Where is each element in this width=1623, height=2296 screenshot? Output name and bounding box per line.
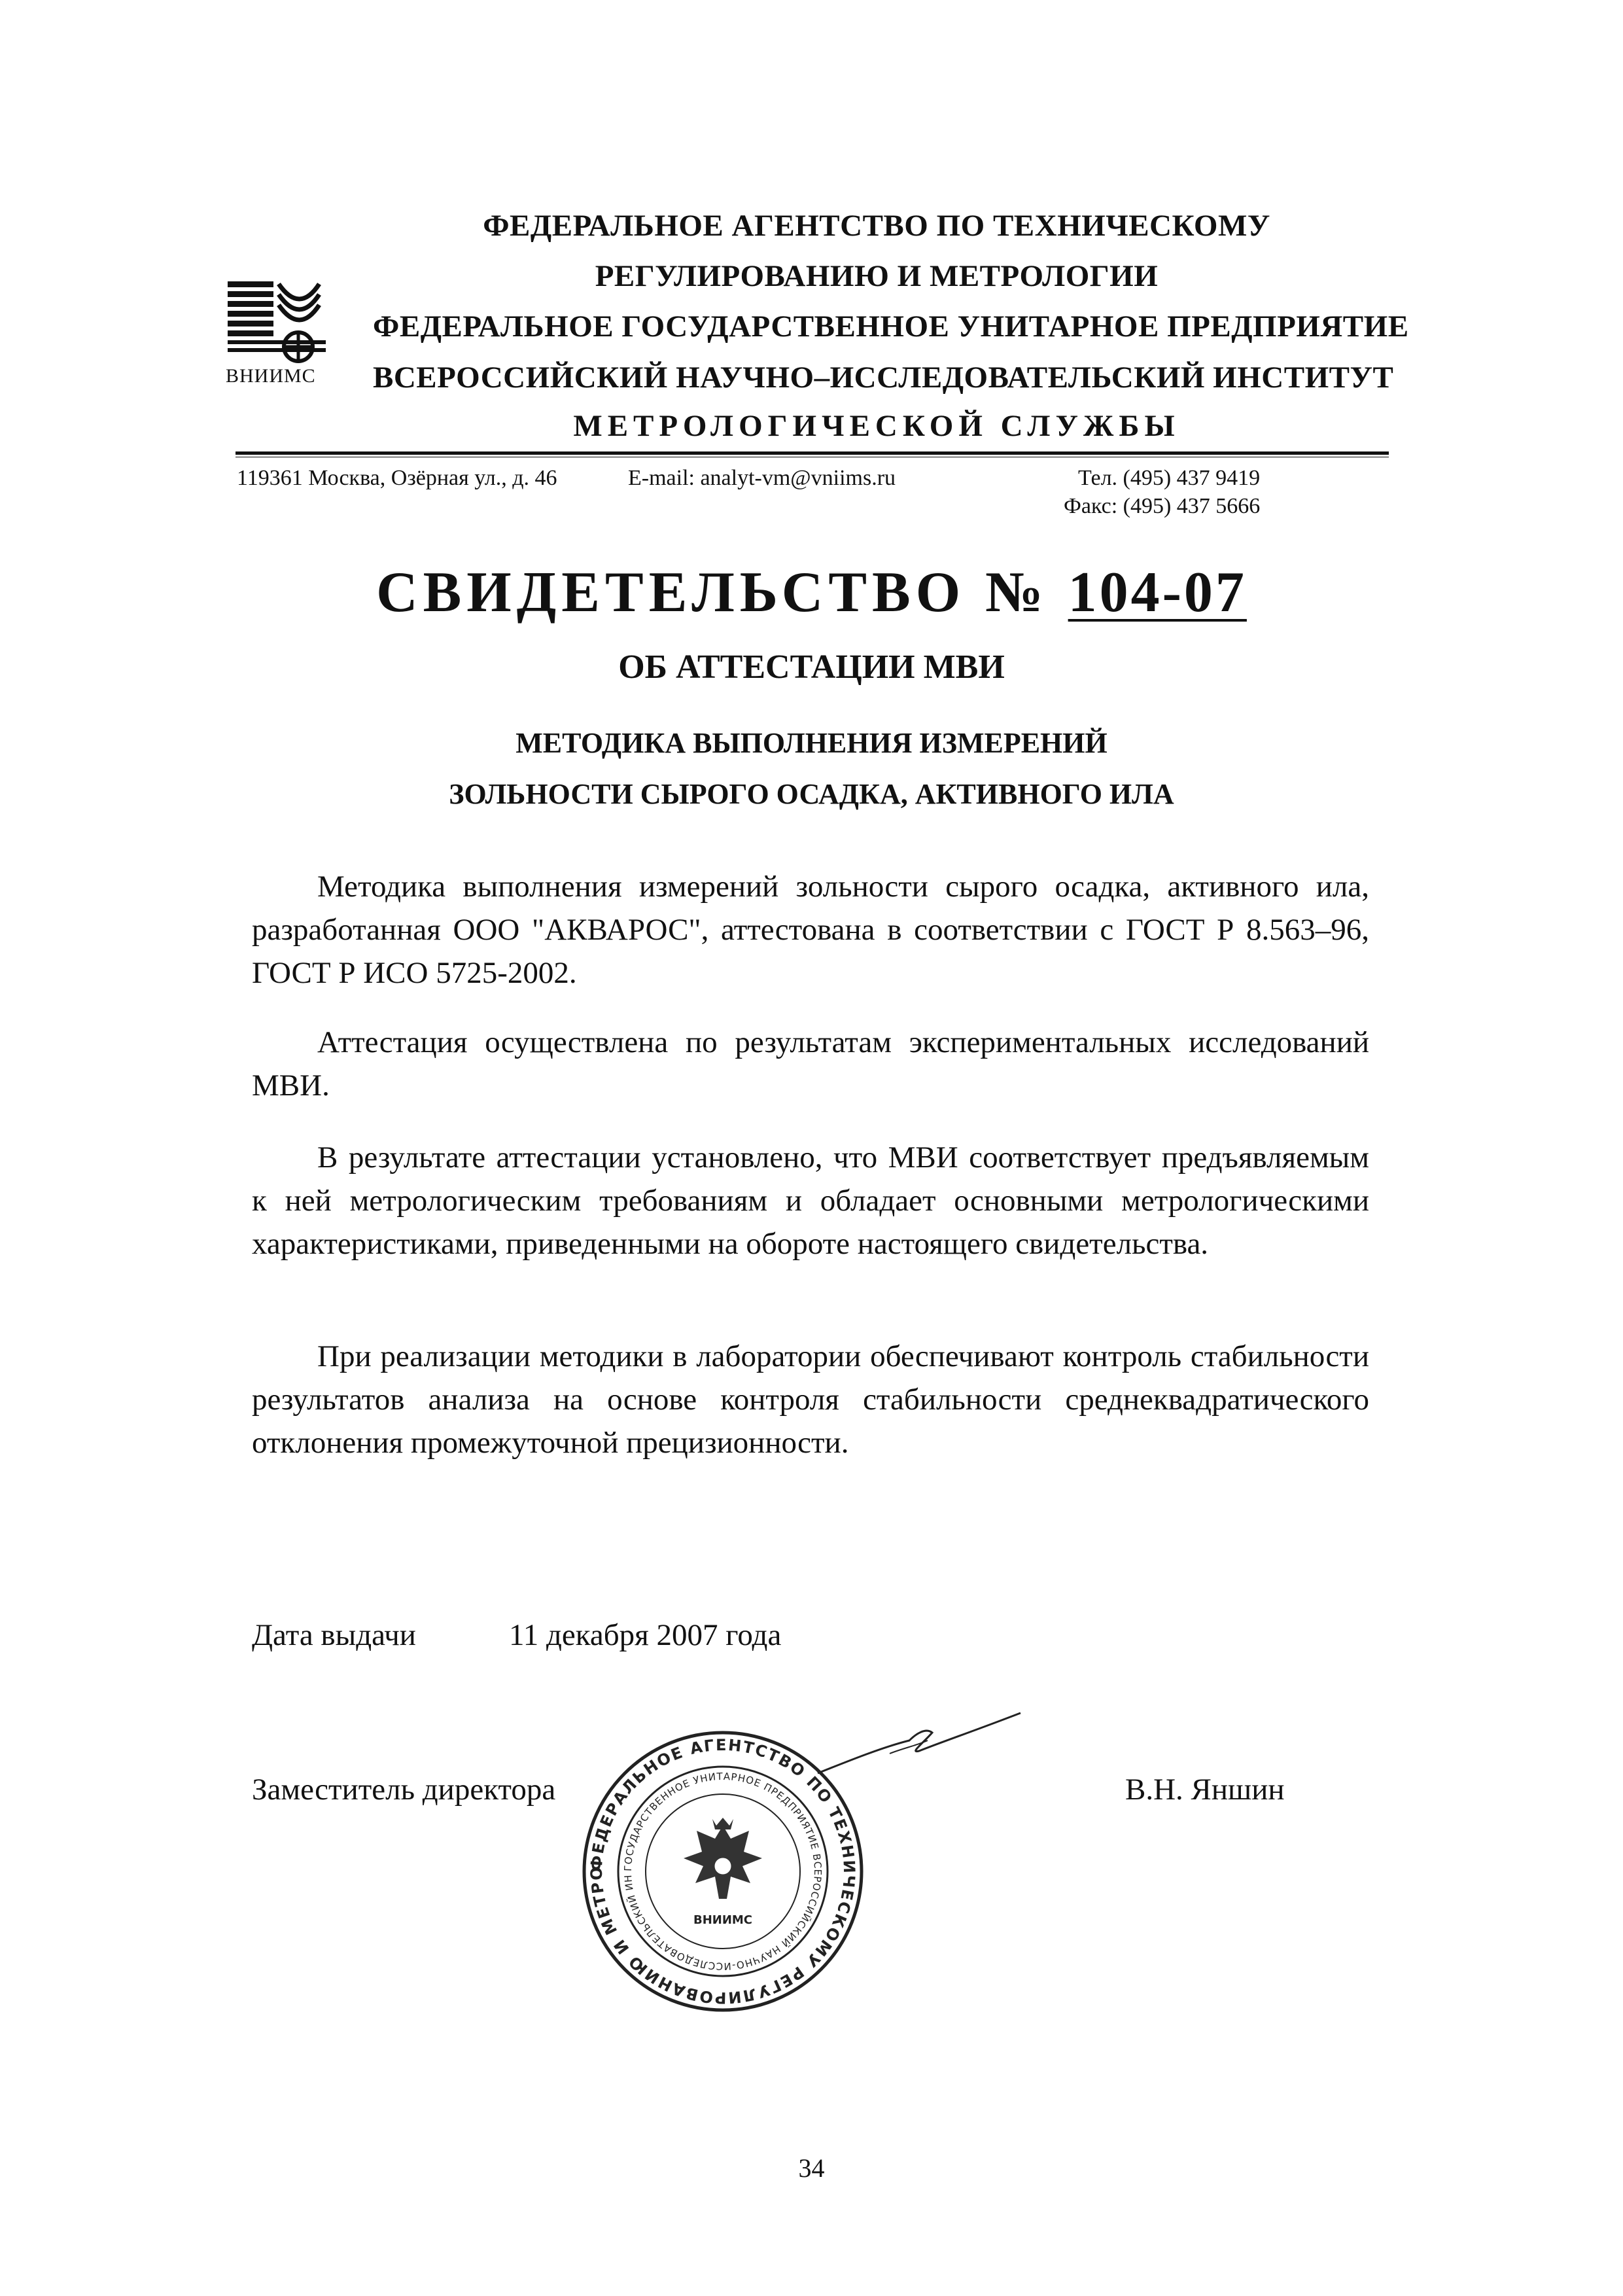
issue-date-label: Дата выдачи xyxy=(252,1618,416,1652)
page-number: 34 xyxy=(798,2153,825,2183)
handwritten-signature xyxy=(811,1708,1027,1786)
paragraph-control: При реализации методики в лаборатории обеспечивают контроль стабильности результатов анализа на основе контроля стабильности среднеквадратического отклонения промежуточной прецизионности. xyxy=(252,1339,1369,1460)
seal-outer-text: ФЕДЕРАЛЬНОЕ АГЕНТСТВО ПО ТЕХНИЧЕСКОМУ РЕГУЛИРОВАНИЮ И МЕТРО xyxy=(587,1735,859,2007)
institute-name-line1: ВСЕРОССИЙСКИЙ НАУЧНО–ИССЛЕДОВАТЕЛЬСКИЙ ИНСТИТУТ xyxy=(373,361,1394,395)
paragraph-research: Аттестация осуществлена по результатам экспериментальных исследований МВИ. xyxy=(252,1025,1369,1103)
logo-caption: ВНИИМС xyxy=(226,365,316,387)
certificate-title-prefix: СВИДЕТЕЛЬСТВО № xyxy=(376,561,1049,624)
seal-inner-text: ГОСУДАРСТВЕННОЕ УНИТАРНОЕ ПРЕДПРИЯТИЕ ВСЕРОССИЙСКИЙ НАУЧНО-ИССЛЕДОВАТЕЛЬСКИЙ ИН xyxy=(621,1770,824,1973)
certificate-subtitle: ОБ АТТЕСТАЦИИ МВИ xyxy=(618,648,1005,686)
certificate-number: 104-07 xyxy=(1068,561,1247,624)
fax-number: Факс: (495) 437 5666 xyxy=(1064,494,1261,518)
postal-address: 119361 Москва, Озёрная ул., д. 46 xyxy=(237,466,557,490)
eagle-emblem-icon xyxy=(684,1818,762,1899)
header-divider xyxy=(236,451,1389,457)
method-title-line2: ЗОЛЬНОСТИ СЫРОГО ОСАДКА, АКТИВНОГО ИЛА xyxy=(449,778,1174,810)
email-address: E-mail: analyt-vm@vniims.ru xyxy=(628,466,896,490)
seal-center-text: ВНИИМС xyxy=(693,1913,753,1927)
method-title-line1: МЕТОДИКА ВЫПОЛНЕНИЯ ИЗМЕРЕНИЙ xyxy=(515,727,1108,759)
agency-name-line1: ФЕДЕРАЛЬНОЕ АГЕНТСТВО ПО ТЕХНИЧЕСКОМУ xyxy=(483,209,1270,243)
agency-name-line2: РЕГУЛИРОВАНИЮ И МЕТРОЛОГИИ xyxy=(595,259,1159,293)
phone-number: Тел. (495) 437 9419 xyxy=(1078,466,1261,490)
certificate-title xyxy=(0,559,1623,626)
paragraph-result: В результате аттестации установлено, что МВИ соответствует предъявляемым к ней метрологическим требованиям и обладает основными метрологическими характеристиками, приведенными на обороте настоящего свидетельства. xyxy=(252,1140,1369,1261)
enterprise-type: ФЕДЕРАЛЬНОЕ ГОСУДАРСТВЕННОЕ УНИТАРНОЕ ПРЕДПРИЯТИЕ xyxy=(373,309,1409,344)
signer-position: Заместитель директора xyxy=(252,1773,556,1807)
institute-name-line2: МЕТРОЛОГИЧЕСКОЙ СЛУЖБЫ xyxy=(573,409,1180,443)
signer-name: В.Н. Яншин xyxy=(1125,1773,1285,1807)
issue-date-value: 11 декабря 2007 года xyxy=(509,1618,782,1652)
paragraph-attestation: Методика выполнения измерений зольности сырого осадка, активного ила, разработанная ООО "АКВАРОС", аттестована в соответствии с ГОСТ Р 8.563–96, ГОСТ Р ИСО 5725-2002. xyxy=(252,870,1369,990)
